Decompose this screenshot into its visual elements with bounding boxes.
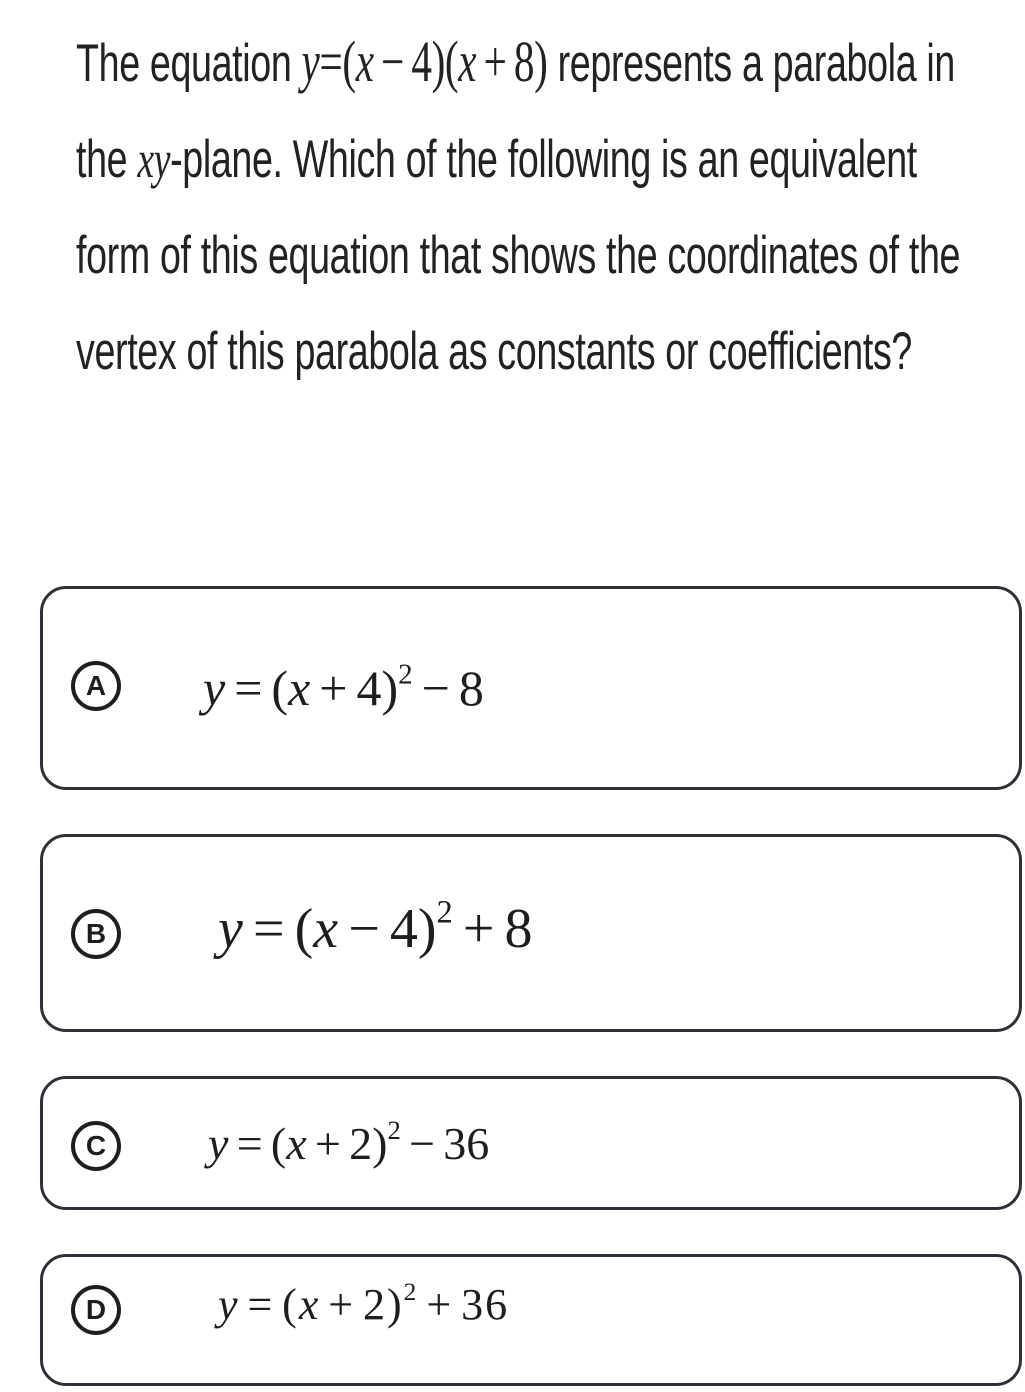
eq-x: x — [288, 660, 311, 716]
eq-num: 2 — [363, 1280, 387, 1329]
eq-op: − — [421, 660, 450, 716]
eq-paren: ) — [417, 898, 437, 960]
answer-choice-d[interactable] — [40, 1254, 1022, 1386]
choice-equation-c — [208, 1117, 489, 1170]
question-intro: The equation — [76, 34, 292, 93]
eq-num: 8 — [458, 660, 484, 716]
eq-paren: ( — [342, 29, 356, 94]
eq-x: x — [355, 29, 374, 94]
question-equation — [302, 29, 548, 94]
choice-letter-a: A — [71, 661, 121, 711]
eq-paren: ( — [282, 1280, 299, 1329]
question-text-rest: -plane. Which of the following is an equivalent form of this equation that shows the coordinates of the vertex of this parabola as constants or coefficients? — [76, 130, 961, 381]
eq-op: + — [314, 1118, 341, 1169]
eq-equals: = — [236, 1118, 263, 1169]
choice-letter-b: B — [71, 909, 121, 959]
eq-num: 4 — [356, 660, 382, 716]
eq-num: 4 — [389, 898, 418, 960]
eq-op: + — [426, 1280, 454, 1329]
eq-paren: ) — [431, 29, 445, 94]
eq-equals: = — [252, 898, 285, 960]
eq-op: − — [381, 29, 404, 94]
choice-equation-d — [218, 1276, 510, 1330]
answer-choice-b[interactable] — [40, 834, 1022, 1032]
eq-y: y — [218, 898, 243, 960]
eq-y: y — [301, 29, 320, 94]
eq-op: + — [462, 898, 495, 960]
question-text-after: represents a parabola in the — [76, 34, 955, 189]
eq-y: y — [208, 1118, 229, 1169]
eq-paren: ( — [270, 1118, 287, 1169]
eq-paren: ( — [271, 660, 289, 716]
choice-equation-a — [203, 659, 484, 717]
eq-num: 2 — [349, 1118, 373, 1169]
eq-num: 4 — [411, 29, 432, 94]
eq-y: y — [203, 660, 226, 716]
eq-op: + — [319, 660, 348, 716]
eq-equals: = — [247, 1280, 275, 1329]
eq-paren: ) — [381, 660, 399, 716]
eq-equals: = — [234, 660, 263, 716]
eq-num: 36 — [461, 1280, 510, 1329]
eq-y: y — [218, 1280, 240, 1329]
answer-choice-c[interactable] — [40, 1076, 1022, 1210]
eq-paren: ) — [387, 1280, 404, 1329]
question-text — [76, 14, 992, 400]
eq-exponent: 2 — [403, 1276, 419, 1306]
eq-paren: ( — [444, 29, 459, 94]
answer-choice-a[interactable] — [40, 586, 1022, 790]
eq-op: − — [348, 898, 380, 960]
eq-op: + — [483, 29, 507, 94]
eq-paren: ) — [534, 29, 548, 94]
eq-x: x — [458, 29, 477, 94]
eq-paren: ) — [372, 1118, 388, 1169]
eq-x: x — [313, 898, 339, 960]
eq-x: x — [286, 1118, 307, 1169]
eq-num: 8 — [513, 29, 535, 94]
eq-op: − — [409, 1118, 436, 1169]
eq-equals: = — [319, 29, 343, 94]
choice-letter-c: C — [71, 1121, 121, 1171]
eq-x: x — [298, 1280, 321, 1329]
eq-paren: ( — [294, 898, 314, 960]
choice-letter-d: D — [71, 1285, 121, 1335]
choice-equation-b — [218, 894, 533, 961]
eq-exponent: 2 — [436, 894, 453, 931]
eq-exponent: 2 — [398, 658, 413, 691]
eq-num: 8 — [504, 898, 533, 960]
eq-exponent: 2 — [387, 1115, 401, 1145]
eq-num: 36 — [443, 1118, 490, 1169]
eq-op: + — [328, 1280, 356, 1329]
question-plane-var: xy — [137, 131, 171, 189]
